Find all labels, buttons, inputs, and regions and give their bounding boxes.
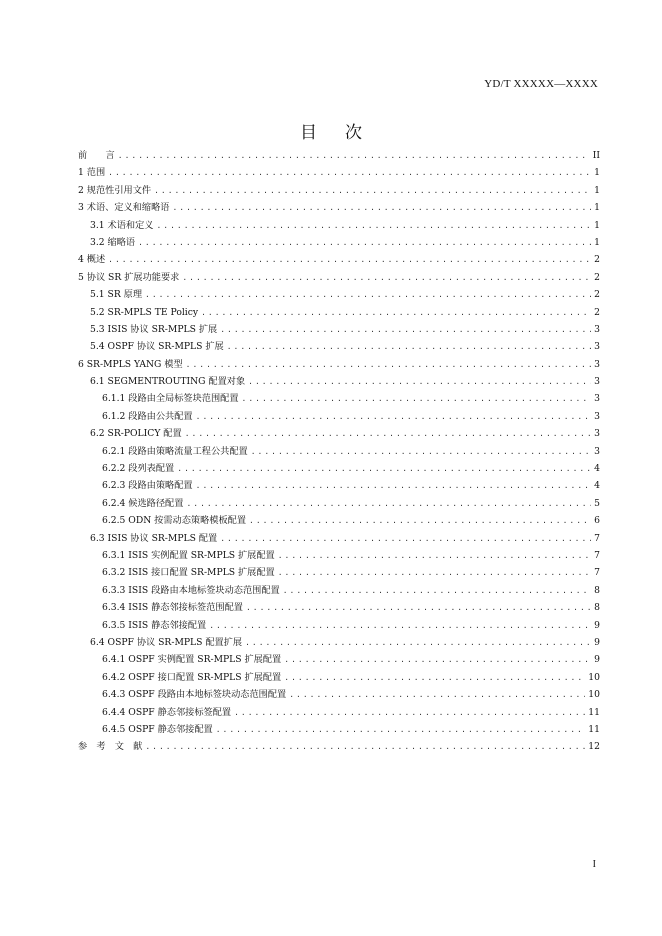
toc-entry-page: 9 bbox=[594, 619, 600, 631]
toc-entry-page: 1 bbox=[594, 202, 600, 214]
toc-entry[interactable] bbox=[78, 147, 600, 164]
table-of-contents bbox=[78, 147, 600, 756]
toc-entry-label: 5.4 OSPF 协议 SR-MPLS 扩展 bbox=[90, 341, 224, 353]
toc-entry[interactable] bbox=[78, 599, 600, 616]
toc-entry-page: 2 bbox=[594, 254, 600, 266]
toc-leader-dots bbox=[284, 651, 591, 668]
toc-entry[interactable] bbox=[78, 408, 600, 425]
toc-entry-page: 5 bbox=[594, 497, 600, 509]
toc-entry-page: 3 bbox=[594, 323, 600, 335]
toc-entry[interactable] bbox=[78, 321, 600, 338]
toc-leader-dots bbox=[278, 564, 591, 581]
toc-entry-label: 6.3.1 ISIS 实例配置 SR-MPLS 扩展配置 bbox=[102, 549, 275, 561]
toc-entry-page: 8 bbox=[594, 584, 600, 596]
toc-entry-label: 6.3.2 ISIS 接口配置 SR-MPLS 扩展配置 bbox=[102, 567, 275, 579]
toc-entry-page: 11 bbox=[588, 706, 600, 718]
toc-entry[interactable] bbox=[78, 251, 600, 268]
toc-entry-page: 9 bbox=[594, 636, 600, 648]
toc-leader-dots bbox=[242, 390, 592, 407]
toc-leader-dots bbox=[138, 234, 591, 251]
toc-entry[interactable] bbox=[78, 217, 600, 234]
toc-leader-dots bbox=[284, 669, 585, 686]
toc-entry-page: 10 bbox=[588, 689, 600, 701]
toc-leader-dots bbox=[289, 686, 585, 703]
toc-leader-dots bbox=[220, 321, 591, 338]
toc-entry[interactable] bbox=[78, 443, 600, 460]
toc-entry-page: 1 bbox=[594, 184, 600, 196]
toc-entry-page: 4 bbox=[594, 480, 600, 492]
toc-leader-dots bbox=[278, 547, 591, 564]
toc-entry-label: 6.4.2 OSPF 接口配置 SR-MPLS 扩展配置 bbox=[102, 671, 282, 683]
toc-entry-page: 10 bbox=[588, 671, 600, 683]
toc-leader-dots bbox=[245, 634, 591, 651]
toc-entry[interactable] bbox=[78, 460, 600, 477]
toc-entry-label: 6.2.3 段路由策略配置 bbox=[102, 480, 193, 492]
toc-entry-page: 2 bbox=[594, 271, 600, 283]
toc-leader-dots bbox=[220, 530, 591, 547]
toc-entry-label: 6.4.1 OSPF 实例配置 SR-MPLS 扩展配置 bbox=[102, 654, 282, 666]
toc-leader-dots bbox=[118, 147, 590, 164]
title-char-2: 次 bbox=[345, 123, 362, 143]
toc-entry[interactable] bbox=[78, 164, 600, 181]
toc-entry-label: 3.2 缩略语 bbox=[90, 236, 136, 248]
toc-entry[interactable] bbox=[78, 651, 600, 668]
toc-entry-label: 6.2.5 ODN 按需动态策略模板配置 bbox=[102, 515, 247, 527]
toc-entry-label: 6.4.5 OSPF 静态邻接配置 bbox=[102, 723, 213, 735]
toc-entry[interactable] bbox=[78, 547, 600, 564]
toc-entry-label: 6.4.3 OSPF 段路由本地标签块动态范围配置 bbox=[102, 689, 287, 701]
toc-entry[interactable] bbox=[78, 634, 600, 651]
toc-entry[interactable] bbox=[78, 373, 600, 390]
page-title bbox=[0, 118, 662, 143]
toc-entry-page: 1 bbox=[594, 219, 600, 231]
toc-entry[interactable] bbox=[78, 738, 600, 755]
toc-leader-dots bbox=[156, 217, 591, 234]
toc-entry[interactable] bbox=[78, 721, 600, 738]
toc-entry-label: 前 言 bbox=[78, 150, 115, 161]
toc-leader-dots bbox=[234, 704, 585, 721]
toc-leader-dots bbox=[249, 512, 591, 529]
toc-entry-page: 6 bbox=[594, 515, 600, 527]
toc-leader-dots bbox=[209, 617, 591, 634]
toc-entry-page: 8 bbox=[594, 602, 600, 614]
toc-entry-page: 12 bbox=[588, 741, 600, 753]
toc-entry-label: 2 规范性引用文件 bbox=[78, 184, 152, 196]
page-number: I bbox=[592, 859, 596, 870]
toc-entry-label: 5.2 SR-MPLS TE Policy bbox=[90, 306, 199, 318]
toc-entry-page: 3 bbox=[594, 358, 600, 370]
toc-entry[interactable] bbox=[78, 425, 600, 442]
toc-entry-label: 3 术语、定义和缩略语 bbox=[78, 202, 170, 214]
toc-leader-dots bbox=[145, 738, 585, 755]
toc-entry-label: 6.2.4 候选路径配置 bbox=[102, 497, 184, 509]
toc-entry-label: 6.2 SR-POLICY 配置 bbox=[90, 428, 182, 440]
toc-entry-label: 6.1.1 段路由全局标签块范围配置 bbox=[102, 393, 239, 405]
toc-entry-page: 9 bbox=[594, 654, 600, 666]
toc-leader-dots bbox=[108, 251, 591, 268]
toc-entry-page: 1 bbox=[594, 167, 600, 179]
toc-leader-dots bbox=[154, 182, 591, 199]
toc-entry[interactable] bbox=[78, 338, 600, 355]
toc-entry-label: 6.3.3 ISIS 段路由本地标签块动态范围配置 bbox=[102, 584, 280, 596]
toc-leader-dots bbox=[196, 477, 592, 494]
toc-entry[interactable] bbox=[78, 390, 600, 407]
toc-entry-label: 参 考 文 献 bbox=[78, 741, 143, 753]
title-char-1: 目 bbox=[300, 123, 317, 143]
toc-leader-dots bbox=[108, 164, 591, 181]
toc-entry-page: 3 bbox=[594, 376, 600, 388]
toc-entry-page: 3 bbox=[594, 445, 600, 457]
toc-leader-dots bbox=[246, 599, 591, 616]
toc-entry-label: 6.4.4 OSPF 静态邻接标签配置 bbox=[102, 706, 232, 718]
toc-entry-page: 3 bbox=[594, 393, 600, 405]
toc-entry[interactable] bbox=[78, 564, 600, 581]
toc-leader-dots bbox=[248, 373, 591, 390]
toc-leader-dots bbox=[251, 443, 591, 460]
toc-entry-label: 6.3.5 ISIS 静态邻接配置 bbox=[102, 619, 207, 631]
toc-leader-dots bbox=[172, 199, 591, 216]
toc-entry-label: 6.2.2 段列表配置 bbox=[102, 463, 175, 475]
toc-entry[interactable] bbox=[78, 495, 600, 512]
toc-entry[interactable] bbox=[78, 269, 600, 286]
toc-entry[interactable] bbox=[78, 182, 600, 199]
toc-leader-dots bbox=[182, 269, 591, 286]
toc-entry-label: 4 概述 bbox=[78, 254, 106, 266]
toc-leader-dots bbox=[177, 460, 591, 477]
toc-entry-label: 6.3.4 ISIS 静态邻接标签范围配置 bbox=[102, 602, 243, 614]
toc-entry-page: 3 bbox=[594, 341, 600, 353]
toc-entry[interactable] bbox=[78, 477, 600, 494]
toc-entry-label: 6.1.2 段路由公共配置 bbox=[102, 410, 193, 422]
toc-entry[interactable] bbox=[78, 686, 600, 703]
toc-entry-page: 3 bbox=[594, 410, 600, 422]
toc-entry[interactable] bbox=[78, 530, 600, 547]
toc-entry[interactable] bbox=[78, 512, 600, 529]
toc-leader-dots bbox=[186, 495, 591, 512]
toc-entry-page: 1 bbox=[594, 236, 600, 248]
toc-entry[interactable] bbox=[78, 234, 600, 251]
toc-entry-page: 7 bbox=[594, 567, 600, 579]
toc-entry-page: II bbox=[592, 150, 600, 161]
toc-entry-label: 5 协议 SR 扩展功能要求 bbox=[78, 271, 180, 283]
toc-entry-label: 6.2.1 段路由策略流量工程公共配置 bbox=[102, 445, 248, 457]
toc-entry[interactable] bbox=[78, 669, 600, 686]
toc-leader-dots bbox=[185, 425, 591, 442]
toc-entry-label: 6.1 SEGMENTROUTING 配置对象 bbox=[90, 376, 246, 388]
toc-entry-page: 4 bbox=[594, 463, 600, 475]
toc-leader-dots bbox=[186, 356, 591, 373]
toc-entry-label: 6 SR-MPLS YANG 模型 bbox=[78, 358, 183, 370]
toc-leader-dots bbox=[196, 408, 592, 425]
toc-entry[interactable] bbox=[78, 199, 600, 216]
toc-entry[interactable] bbox=[78, 582, 600, 599]
toc-entry-page: 2 bbox=[594, 289, 600, 301]
toc-entry[interactable] bbox=[78, 304, 600, 321]
toc-entry-label: 5.3 ISIS 协议 SR-MPLS 扩展 bbox=[90, 323, 218, 335]
toc-leader-dots bbox=[145, 286, 591, 303]
toc-entry-label: 6.3 ISIS 协议 SR-MPLS 配置 bbox=[90, 532, 218, 544]
toc-entry[interactable] bbox=[78, 286, 600, 303]
toc-leader-dots bbox=[216, 721, 586, 738]
toc-entry-page: 7 bbox=[594, 549, 600, 561]
toc-entry-page: 7 bbox=[594, 532, 600, 544]
toc-entry[interactable] bbox=[78, 356, 600, 373]
toc-entry-label: 3.1 术语和定义 bbox=[90, 219, 154, 231]
toc-entry-page: 3 bbox=[594, 428, 600, 440]
toc-leader-dots bbox=[201, 304, 591, 321]
toc-entry-page: 2 bbox=[594, 306, 600, 318]
toc-leader-dots bbox=[283, 582, 591, 599]
toc-entry-label: 1 范围 bbox=[78, 167, 106, 179]
toc-entry[interactable] bbox=[78, 704, 600, 721]
toc-entry-label: 5.1 SR 原理 bbox=[90, 289, 143, 301]
document-code: YD/T XXXXX—XXXX bbox=[484, 78, 598, 90]
toc-leader-dots bbox=[227, 338, 591, 355]
toc-entry-label: 6.4 OSPF 协议 SR-MPLS 配置扩展 bbox=[90, 636, 243, 648]
toc-entry[interactable] bbox=[78, 617, 600, 634]
toc-entry-page: 11 bbox=[588, 723, 600, 735]
